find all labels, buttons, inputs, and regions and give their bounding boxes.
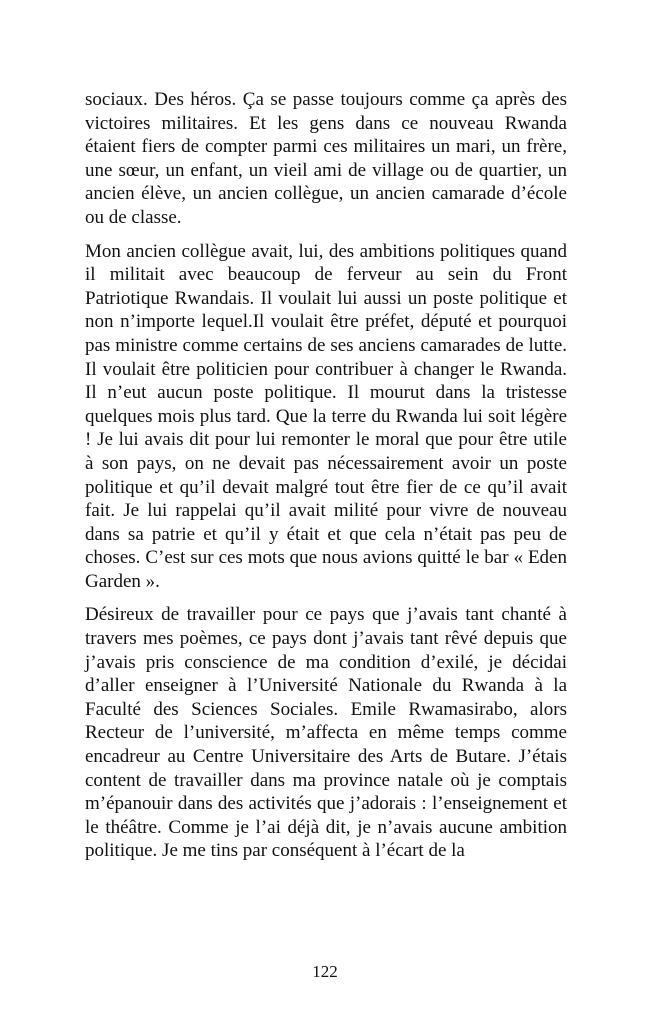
paragraph-3: Désireux de travailler pour ce pays que j’avais tant chanté à travers mes poèmes, ce pays dont j’avais tant rêvé depuis que j’avais pris conscience de ma condition d’exilé, je décidai d’aller enseigner à l’Université Nationale du Rwanda à la Faculté des Sciences Sociales. Emile Rwamasirabo, alors Recteur de l’université, m’affecta en même temps comme encadreur au Centre Universitaire des Arts de Butare. J’étais content de travailler dans ma province natale où je comptais m’épanouir dans des activités que j’adorais : l’enseignement et le théâtre. Comme je l’ai déjà dit, je n’avais aucune ambition politique. Je me tins par conséquent à l’écart de la — [85, 604, 567, 862]
paragraph-2: Mon ancien collègue avait, lui, des ambitions politiques quand il militait avec beaucoup de ferveur au sein du Front Patriotique Rwandais. Il voulait lui aussi un poste politique et non n’importe lequel.Il voulait être préfet, député et pourquoi pas ministre comme certains de ses anciens camarades de lutte. Il voulait être politicien pour contribuer à changer le Rwanda. Il n’eut aucun poste politique. Il mourut dans la tristesse quelques mois plus tard. Que la terre du Rwanda lui soit légère ! Je lui avais dit pour lui remonter le moral que pour être utile à son pays, on ne devait pas nécessairement avoir un poste politique et qu’il devait malgré tout être fier de ce qu’il avait fait. Je lui rappelai qu’il avait milité pour vivre de nouveau dans sa patrie et qu’il y était et que cela n’était pas peu de choses. C’est sur ces mots que nous avions quitté le bar « Eden Garden ». — [85, 240, 567, 592]
page-body — [85, 88, 567, 873]
paragraph-1: sociaux. Des héros. Ça se passe toujours comme ça après des victoires militaires. Et les gens dans ce nouveau Rwanda étaient fiers de compter parmi ces militaires un mari, un frère, une sœur, un enfant, un vieil ami de village ou de quartier, un ancien élève, un ancien collègue, un ancien camarade d’école ou de classe. — [85, 89, 567, 228]
page-number: 122 — [312, 962, 338, 981]
